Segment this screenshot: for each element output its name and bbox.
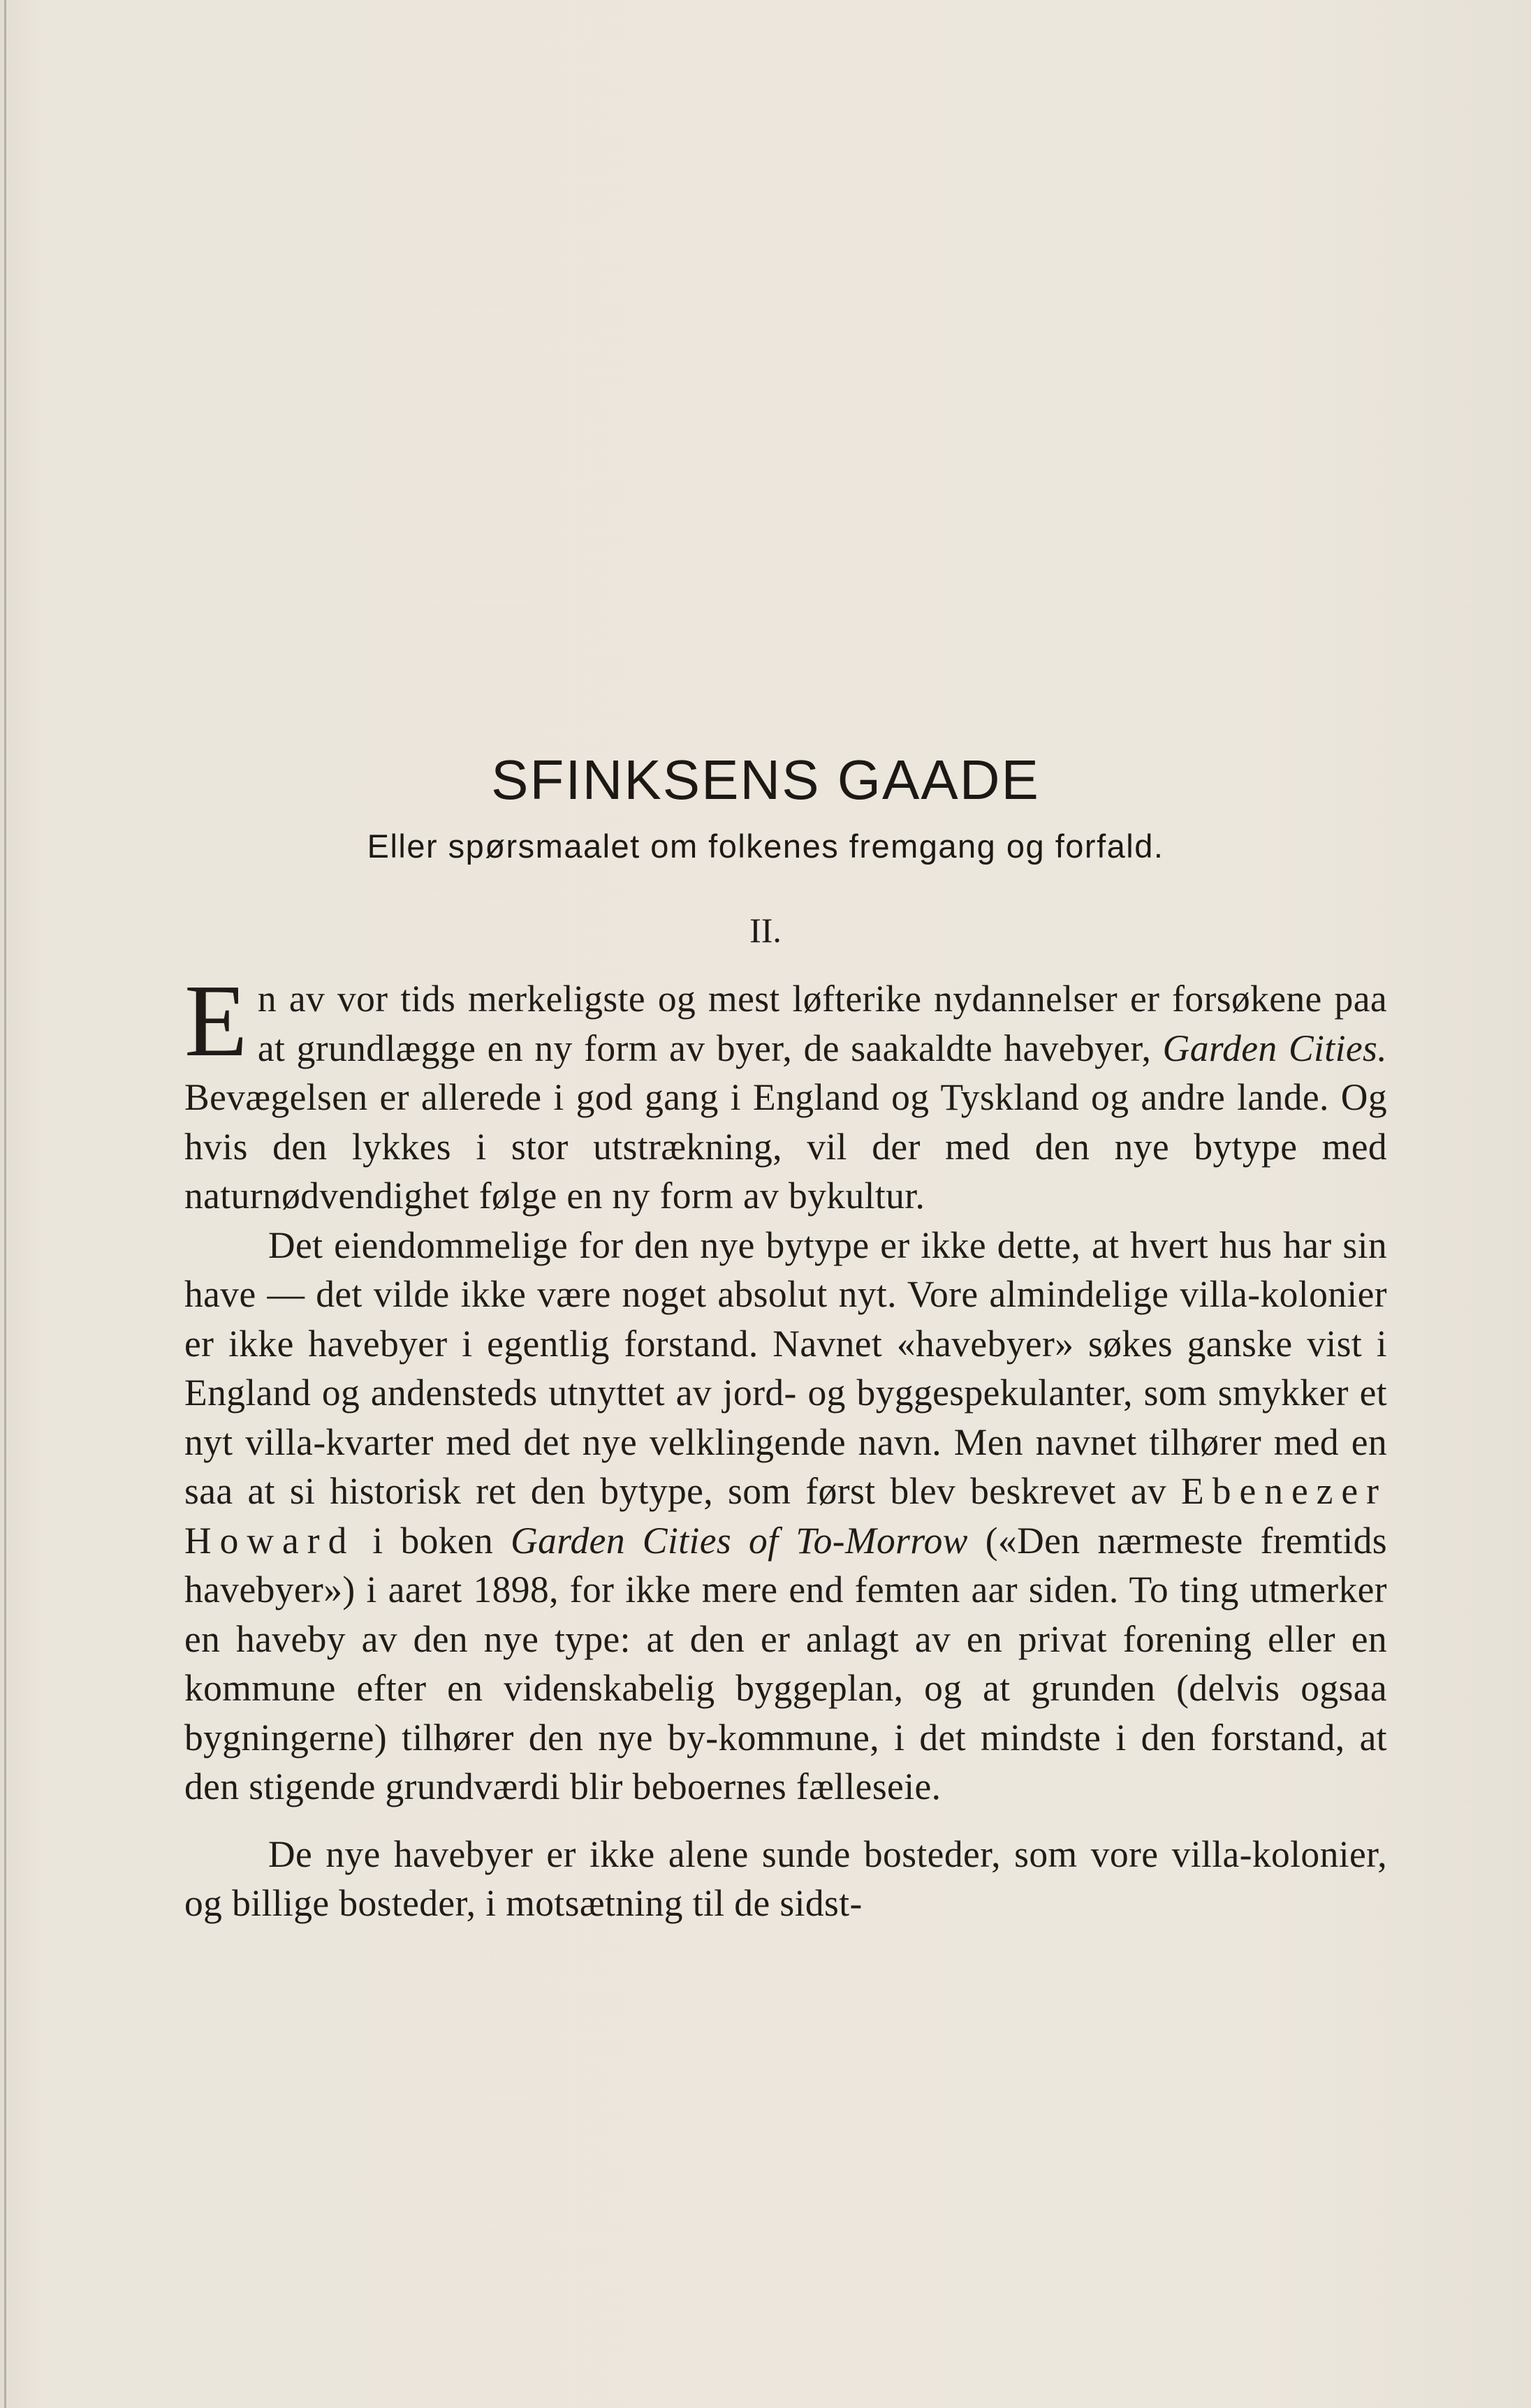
paragraph-3-text: De nye havebyer er ikke alene sunde bosteder, som vore villa-kolonier, og billige bosteder, i motsætning til de sidst- xyxy=(184,1833,1387,1924)
page-left-edge xyxy=(4,0,6,2408)
article-subtitle: Eller spørsmaalet om folkenes fremgang og forfald. xyxy=(367,828,1164,865)
drop-cap: E xyxy=(184,964,248,1078)
author-name: Ebenezer Howard xyxy=(184,1470,1387,1562)
paragraph-2-text-a: Det eiendommelige for den nye bytype er ikke dette, at hvert hus har sin have — det vilde ikke være noget absolut nyt. Vore almindelige villa-kolonier er ikke havebyer i egentlig forstand. Navnet «havebyer» søkes ganske vist i England og andensteds utnyttet av jord- og byggespekulanter, som smykker et nyt villa-kvarter med det nye velklingende navn. Men navnet tilhører med en saa at si historisk ret den bytype, som først blev beskrevet av xyxy=(184,1224,1387,1512)
paragraph-2-text-c: («Den nærmeste fremtids havebyer») i aaret 1898, for ikke mere end femten aar siden. To ting utmerker en haveby av den nye type: at den er anlagt av en privat forening eller en kommune efter en videnskabelig byggeplan, og at grunden (delvis ogsaa bygningerne) tilhører den nye by-kommune, i det mindste i den forstand, at den stigende grundværdi blir beboernes fælleseie. xyxy=(184,1519,1387,1807)
paragraph-3 xyxy=(184,1830,1387,1928)
paragraph-2-text-b: i boken xyxy=(355,1519,511,1562)
paragraph-1 xyxy=(184,964,1387,1221)
paragraph-1-italic: Garden Cities. xyxy=(1162,1027,1387,1069)
paragraph-1-text-b: Bevægelsen er allerede i god gang i England og Tyskland og andre lande. Og hvis den lykkes i stor utstrækning, vil der med den nye bytype med naturnødvendighet følge en ny form av bykultur. xyxy=(184,1076,1387,1217)
article-title: SFINKSENS GAADE xyxy=(491,749,1040,811)
article-body xyxy=(184,964,1387,1928)
paragraph-1-text-a: n av vor tids merkeligste og mest løfterike nydannelser er forsøkene paa at grundlægge en ny form av byer, de saakaldte havebyer, xyxy=(257,978,1387,1069)
book-title: Garden Cities of To-Morrow xyxy=(511,1519,968,1562)
paragraph-2 xyxy=(184,1221,1387,1812)
part-number: II. xyxy=(749,911,782,950)
